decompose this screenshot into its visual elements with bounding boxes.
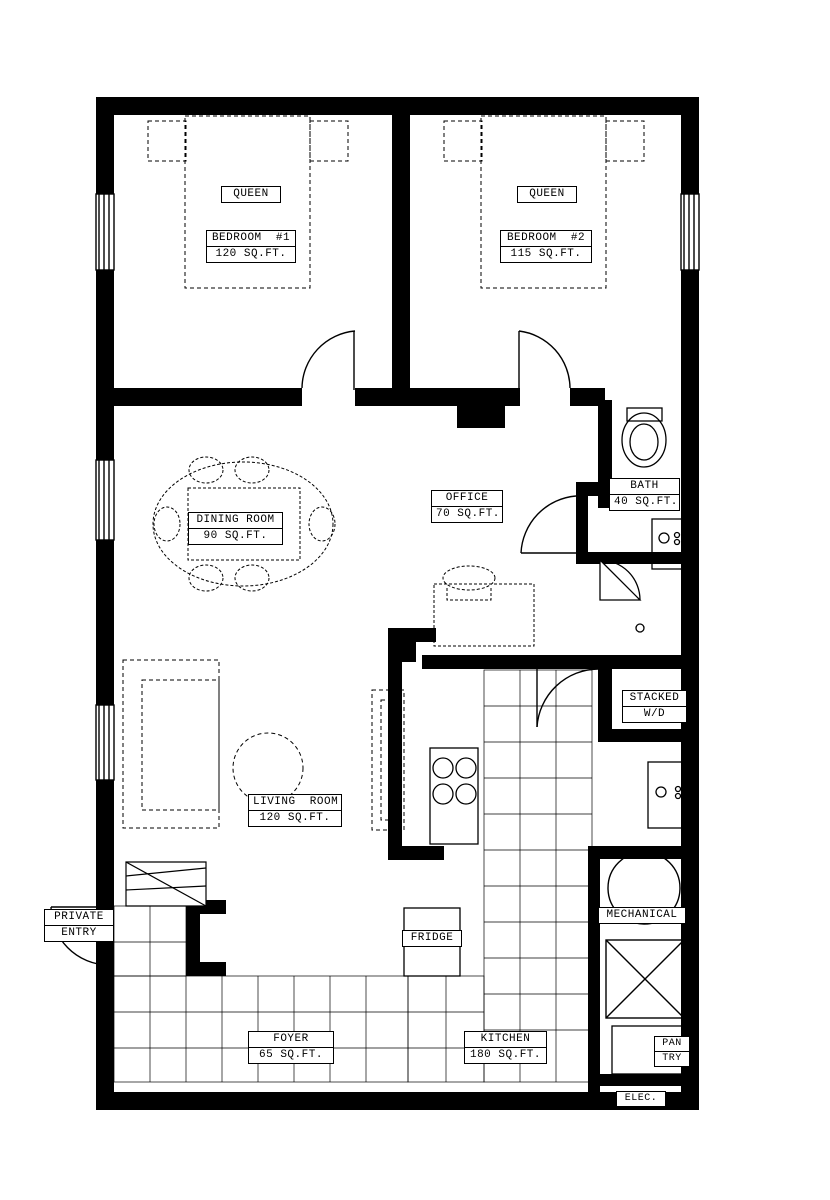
dining-room-label — [188, 512, 283, 545]
bedroom-2-label — [500, 230, 592, 263]
dining-room-name: DINING ROOM — [196, 514, 275, 526]
pantry-label — [654, 1036, 690, 1067]
window-left-2 — [96, 460, 114, 540]
elec-label: ELEC. — [616, 1091, 666, 1107]
dining-room-area: 90 SQ.FT. — [189, 528, 282, 543]
private-entry-line2: ENTRY — [45, 925, 113, 940]
kitchen-area: 180 SQ.FT. — [465, 1047, 546, 1062]
private-entry-line1: PRIVATE — [54, 911, 104, 923]
pantry-line1: PAN — [662, 1038, 682, 1049]
window-left-3 — [96, 705, 114, 780]
office-label — [431, 490, 503, 523]
foyer-name: FOYER — [273, 1033, 309, 1045]
window-right-1 — [681, 194, 699, 270]
window-left-1 — [96, 194, 114, 270]
stacked-wd-line2: W/D — [623, 706, 686, 721]
bedroom-1-area: 120 SQ.FT. — [207, 246, 295, 261]
bedroom-1-label — [206, 230, 296, 263]
living-room-label — [248, 794, 342, 827]
bath-area: 40 SQ.FT. — [610, 494, 679, 509]
foyer-label — [248, 1031, 334, 1064]
living-room-name: LIVING ROOM — [253, 796, 339, 808]
kitchen-name: KITCHEN — [480, 1033, 531, 1045]
entry-stairs — [126, 862, 206, 906]
kitchen-label — [464, 1031, 547, 1064]
bedroom-2-bed-label: QUEEN — [517, 186, 577, 203]
bath-label — [609, 478, 680, 511]
bath-name: BATH — [630, 480, 659, 492]
bedroom-1-bed-label: QUEEN — [221, 186, 281, 203]
bedroom-1-name: BEDROOM #1 — [211, 232, 291, 244]
private-entry-label — [44, 909, 114, 942]
bedroom-2-name: BEDROOM #2 — [506, 232, 586, 244]
stacked-wd-line1: STACKED — [629, 692, 680, 704]
living-room-area: 120 SQ.FT. — [249, 810, 341, 825]
office-name: OFFICE — [445, 492, 489, 504]
foyer-area: 65 SQ.FT. — [249, 1047, 333, 1062]
pantry-line2: TRY — [655, 1051, 689, 1065]
office-area: 70 SQ.FT. — [432, 506, 502, 521]
stacked-wd-label — [622, 690, 687, 723]
mechanical-label: MECHANICAL — [598, 907, 686, 924]
fridge-label: FRIDGE — [402, 930, 462, 947]
bedroom-2-area: 115 SQ.FT. — [501, 246, 591, 261]
